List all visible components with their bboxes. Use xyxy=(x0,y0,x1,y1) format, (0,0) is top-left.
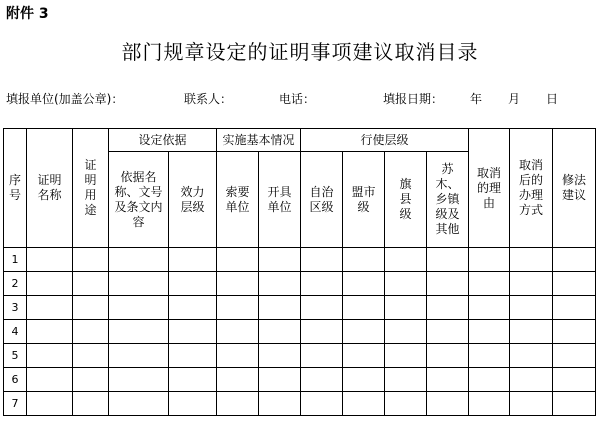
table-cell xyxy=(510,320,553,344)
table-cell xyxy=(109,296,169,320)
day-label: 日 xyxy=(546,92,559,106)
phone-label: 电话： xyxy=(279,92,316,106)
header-town-level: 苏木、乡镇级及其他 xyxy=(427,152,469,248)
table-cell xyxy=(427,248,469,272)
table-cell xyxy=(109,368,169,392)
table-row xyxy=(4,344,596,368)
attachment-label: 附件 3 xyxy=(6,6,49,22)
table-cell xyxy=(169,344,217,368)
table-cell xyxy=(469,248,510,272)
header-cancel-reason: 取消的理由 xyxy=(469,129,510,248)
table-cell xyxy=(109,248,169,272)
table-cell xyxy=(27,392,73,416)
table-cell xyxy=(27,344,73,368)
header-basis-group: 设定依据 xyxy=(109,129,217,152)
table-cell xyxy=(510,344,553,368)
table-cell xyxy=(385,368,427,392)
table-cell xyxy=(259,392,301,416)
table-cell xyxy=(169,248,217,272)
table-row xyxy=(4,272,596,296)
table-cell xyxy=(553,392,596,416)
table-cell xyxy=(385,272,427,296)
table-cell xyxy=(553,296,596,320)
header-cert-name: 证明名称 xyxy=(27,129,73,248)
catalog-table xyxy=(3,128,596,416)
table-cell xyxy=(343,344,385,368)
date-label: 填报日期： xyxy=(383,92,444,106)
table-row xyxy=(4,248,596,272)
table-cell xyxy=(217,320,259,344)
table-cell xyxy=(427,272,469,296)
table-cell xyxy=(217,392,259,416)
table-cell xyxy=(217,272,259,296)
table-cell xyxy=(259,344,301,368)
table-cell xyxy=(469,320,510,344)
table-cell xyxy=(109,344,169,368)
table-cell xyxy=(109,392,169,416)
table-cell xyxy=(510,392,553,416)
table-cell xyxy=(427,344,469,368)
table-cell xyxy=(73,320,109,344)
contact-label: 联系人： xyxy=(184,92,233,106)
table-cell xyxy=(553,248,596,272)
table-cell xyxy=(553,272,596,296)
row-number: 5 xyxy=(4,344,27,368)
table-cell xyxy=(169,272,217,296)
table-cell xyxy=(469,368,510,392)
table-cell xyxy=(301,344,343,368)
table-row xyxy=(4,320,596,344)
table-cell xyxy=(27,368,73,392)
table-cell xyxy=(343,272,385,296)
table-cell xyxy=(385,344,427,368)
table-cell xyxy=(553,368,596,392)
table-cell xyxy=(259,320,301,344)
table-row xyxy=(4,368,596,392)
table-cell xyxy=(73,272,109,296)
table-row xyxy=(4,392,596,416)
row-number: 1 xyxy=(4,248,27,272)
row-number: 3 xyxy=(4,296,27,320)
table-cell xyxy=(469,272,510,296)
table-cell xyxy=(510,272,553,296)
table-cell xyxy=(469,344,510,368)
table-cell xyxy=(427,368,469,392)
table-cell xyxy=(217,248,259,272)
table-cell xyxy=(27,272,73,296)
header-basis-level: 效力层级 xyxy=(169,152,217,248)
table-cell xyxy=(343,296,385,320)
table-cell xyxy=(259,272,301,296)
table-cell xyxy=(469,392,510,416)
row-number: 4 xyxy=(4,320,27,344)
table-cell xyxy=(469,296,510,320)
header-region-level: 自治区级 xyxy=(301,152,343,248)
table-cell xyxy=(27,320,73,344)
table-cell xyxy=(385,248,427,272)
table-cell xyxy=(169,296,217,320)
table-cell xyxy=(217,344,259,368)
row-number: 7 xyxy=(4,392,27,416)
table-cell xyxy=(553,344,596,368)
table-cell xyxy=(343,392,385,416)
table-cell xyxy=(301,368,343,392)
table-cell xyxy=(73,392,109,416)
table-cell xyxy=(259,296,301,320)
header-after-cancel: 取消后的办理方式 xyxy=(510,129,553,248)
table-cell xyxy=(301,272,343,296)
table-cell xyxy=(217,296,259,320)
page-title: 部门规章设定的证明事项建议取消目录 xyxy=(121,40,479,64)
header-basis-name: 依据名称、文号及条文内容 xyxy=(109,152,169,248)
table-cell xyxy=(217,368,259,392)
table-cell xyxy=(343,248,385,272)
table-cell xyxy=(510,296,553,320)
table-cell xyxy=(510,248,553,272)
table-cell xyxy=(343,320,385,344)
table-cell xyxy=(301,296,343,320)
table-cell xyxy=(385,296,427,320)
header-issue-unit: 开具单位 xyxy=(259,152,301,248)
table-cell xyxy=(109,272,169,296)
row-number: 2 xyxy=(4,272,27,296)
table-cell xyxy=(259,248,301,272)
header-seq: 序号 xyxy=(4,129,27,248)
month-label: 月 xyxy=(508,92,521,106)
table-cell xyxy=(427,320,469,344)
header-banner-level: 旗县级 xyxy=(385,152,427,248)
header-exercise-group: 行使层级 xyxy=(301,129,469,152)
unit-label: 填报单位(加盖公章)： xyxy=(6,92,124,106)
table-row xyxy=(4,296,596,320)
table-cell xyxy=(73,296,109,320)
row-number: 6 xyxy=(4,368,27,392)
table-cell xyxy=(553,320,596,344)
table-cell xyxy=(73,368,109,392)
table-cell xyxy=(385,320,427,344)
table-cell xyxy=(169,392,217,416)
header-league-level: 盟市级 xyxy=(343,152,385,248)
table-cell xyxy=(385,392,427,416)
table-cell xyxy=(427,392,469,416)
table-cell xyxy=(27,248,73,272)
table-cell xyxy=(169,368,217,392)
year-label: 年 xyxy=(470,92,483,106)
header-cert-purpose: 证明用途 xyxy=(73,129,109,248)
table-cell xyxy=(301,320,343,344)
header-impl-group: 实施基本情况 xyxy=(217,129,301,152)
table-cell xyxy=(73,344,109,368)
table-cell xyxy=(301,392,343,416)
table-cell xyxy=(259,368,301,392)
header-amend-suggestion: 修法建议 xyxy=(553,129,596,248)
table-cell xyxy=(109,320,169,344)
header-request-unit: 索要单位 xyxy=(217,152,259,248)
table-cell xyxy=(27,296,73,320)
table-cell xyxy=(301,248,343,272)
table-cell xyxy=(73,248,109,272)
table-cell xyxy=(169,320,217,344)
table-cell xyxy=(510,368,553,392)
table-cell xyxy=(427,296,469,320)
table-cell xyxy=(343,368,385,392)
